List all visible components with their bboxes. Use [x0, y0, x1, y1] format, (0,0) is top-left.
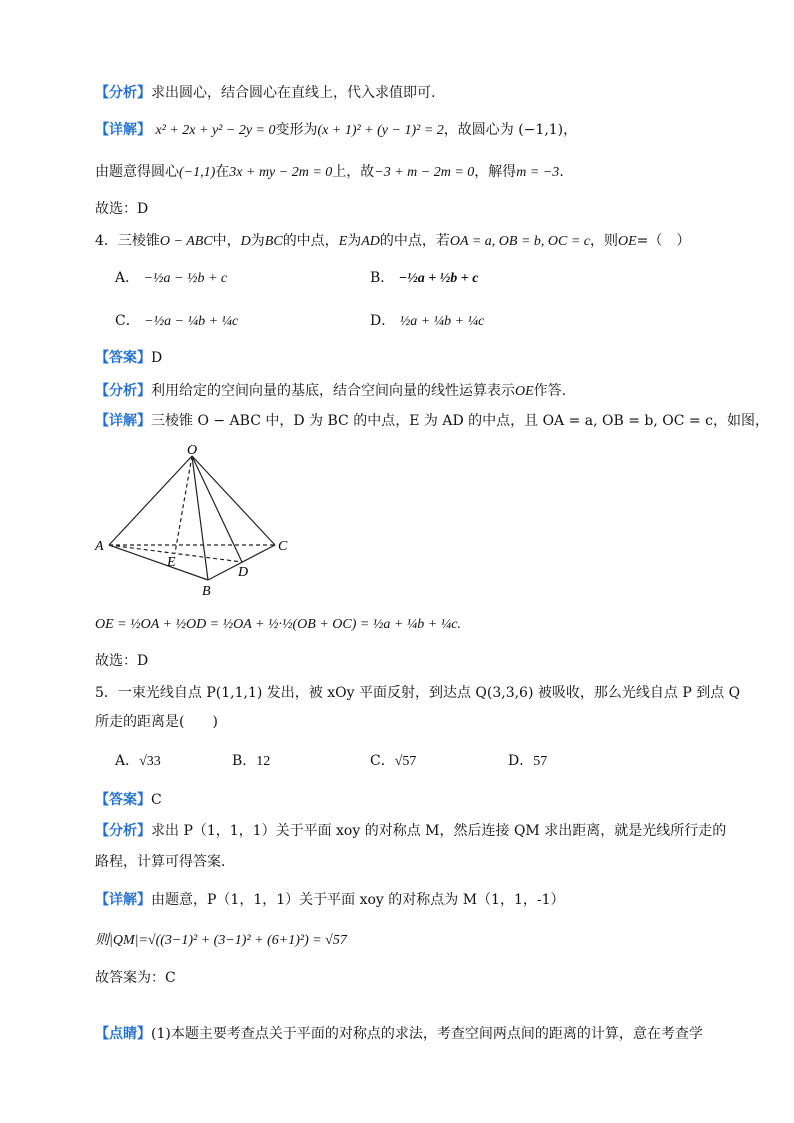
q4-option-c: [115, 311, 238, 332]
q4-option-d: [370, 311, 484, 332]
analysis-tag: 【分析】: [95, 85, 151, 101]
q5-detail-line: [95, 890, 565, 910]
q5-option-c-label: C．: [370, 753, 395, 769]
q5-analysis-line2: 路程，计算可得答案．: [95, 854, 235, 870]
prev-line2-a: 由题意得圆心: [95, 164, 179, 180]
q4-stem-OE: OE: [618, 234, 637, 249]
q5-option-b-label: B．: [232, 753, 257, 769]
edge-OC: [192, 456, 275, 545]
q4-analysis-text: 利用给定的空间向量的基底，结合空间向量的线性运算表示: [151, 383, 515, 399]
q4-option-c-expr: −½a − ¼b + ¼c: [144, 314, 239, 329]
q5-option-d-expr: 57: [533, 754, 548, 769]
q4-stem-a: 4．三棱锥: [95, 233, 160, 249]
q4-stem-BC: BC: [264, 234, 283, 249]
label-A: A: [95, 539, 104, 554]
q4-option-a: [115, 268, 227, 289]
q4-detail-text: 三棱锥 O − ABC 中，D 为 BC 的中点，E 为 AD 的中点，且 OA = a, OB = b, OC = c，如图，: [151, 413, 769, 429]
answer-tag: 【答案】: [95, 792, 151, 808]
label-B: B: [202, 584, 211, 599]
q5-option-a-expr: √33: [139, 754, 161, 769]
q5-option-d: [508, 751, 547, 772]
q5-answer-line: [95, 790, 162, 810]
q5-analysis-line1: [95, 821, 726, 841]
q4-stem-e: 为: [347, 233, 362, 249]
prev-detail-mid: 变形为: [275, 122, 318, 138]
q5-qm-line: [95, 930, 347, 951]
q4-stem-g: ，则: [590, 233, 618, 249]
q5-option-c: [370, 751, 416, 772]
q4-choice: 故选：D: [95, 653, 149, 669]
prev-analysis-line: [95, 83, 435, 103]
prev-choice: 故选：D: [95, 201, 149, 217]
q4-option-a-expr: −½a − ½b + c: [143, 271, 228, 286]
q5-analysis-text1: 求出 P（1，1，1）关于平面 xoy 的对称点 M，然后连接 QM 求出距离，就是光线所行走的: [151, 823, 727, 839]
q4-option-b: [370, 268, 478, 289]
prev-line2-eq: −3 + m − 2m = 0: [374, 165, 475, 180]
edge-OE: [175, 456, 192, 553]
q4-option-c-label: C．: [115, 313, 140, 329]
q4-stem-tetra: O − ABC: [159, 234, 213, 249]
q4-stem-d: 的中点，: [282, 233, 339, 249]
q4-stem-h: =（ ）: [636, 233, 691, 249]
q5-result: 故答案为：C: [95, 970, 176, 986]
q4-analysis-vec: OE: [515, 384, 534, 399]
prev-line2-d: ，解得: [474, 164, 517, 180]
prev-line2-line: 3x + my − 2m = 0: [229, 165, 333, 180]
q4-option-b-expr: −½a + ½b + c: [398, 271, 479, 286]
label-O: O: [187, 443, 198, 458]
q4-stem-vecs: OA = a, OB = b, OC = c: [449, 234, 590, 249]
label-D: D: [238, 565, 249, 580]
q5-option-d-label: D．: [508, 753, 534, 769]
prev-detail-tail: ，故圆心为 (−1,1)，: [443, 122, 578, 138]
edge-AB: [109, 545, 208, 580]
comment-tag: 【点睛】: [95, 1026, 151, 1042]
q5-comment-text: (1)本题主要考查点关于平面的对称点的求法，考查空间两点间的距离的计算，意在考查学: [151, 1026, 703, 1042]
q4-stem-E: E: [338, 234, 348, 249]
prev-analysis-text: 求出圆心，结合圆心在直线上，代入求值即可.: [151, 85, 436, 101]
edge-OD: [192, 456, 242, 562]
q4-analysis-line: [95, 381, 566, 402]
q5-comment-line: [95, 1024, 703, 1044]
answer-tag: 【答案】: [95, 350, 151, 366]
detail-tag: 【详解】: [95, 413, 151, 429]
prev-line2-b: 在: [215, 164, 230, 180]
q4-option-a-label: A．: [115, 270, 140, 286]
q4-stem-c: 为: [250, 233, 265, 249]
analysis-tag: 【分析】: [95, 383, 151, 399]
prev-line2: [95, 162, 564, 183]
circle-equation: x² + 2x + y² − 2y = 0: [155, 123, 276, 138]
q5-option-b-expr: 12: [256, 754, 271, 769]
q4-answer: D: [151, 350, 163, 366]
q5-answer: C: [151, 792, 162, 808]
label-E: E: [167, 555, 176, 570]
q5-option-a: [115, 751, 161, 772]
q4-option-d-expr: ½a + ¼b + ¼c: [399, 314, 485, 329]
label-C: C: [278, 539, 288, 554]
q5-option-a-label: A．: [115, 753, 140, 769]
q5-qm-expr: 则|QM|=√((3−1)² + (3−1)² + (6+1)²) = √57: [95, 933, 347, 948]
q4-stem-AD: AD: [361, 234, 380, 249]
edge-OB: [192, 456, 208, 580]
q4-stem-f: 的中点，若: [379, 233, 450, 249]
edge-OA: [109, 456, 192, 545]
analysis-tag: 【分析】: [95, 823, 151, 839]
prev-line2-center: (−1,1): [179, 165, 216, 180]
q4-stem-D: D: [240, 234, 251, 249]
q5-detail-text: 由题意，P（1，1，1）关于平面 xoy 的对称点为 M（1，1，-1）: [151, 892, 565, 908]
q4-analysis-tail: 作答.: [533, 383, 567, 399]
q4-stem: [95, 231, 690, 252]
q4-option-b-label: B．: [370, 270, 395, 286]
prev-line2-sol: m = −3: [516, 165, 560, 180]
q5-option-b: [232, 751, 270, 772]
q4-solution-line: [95, 614, 461, 635]
tetrahedron-figure: [92, 440, 312, 600]
detail-tag: 【详解】: [95, 122, 151, 138]
prev-detail-line: [95, 120, 577, 141]
q5-option-c-expr: √57: [394, 754, 417, 769]
q4-option-d-label: D．: [370, 313, 396, 329]
prev-line2-e: .: [559, 164, 564, 180]
q4-detail-line: [95, 411, 769, 431]
q5-stem-line1: 5．一束光线自点 P(1,1,1) 发出，被 xOy 平面反射，到达点 Q(3,3,6) 被吸收，那么光线自点 P 到点 Q: [95, 685, 741, 701]
q5-stem-line2: 所走的距离是( ): [95, 714, 218, 730]
q4-solution-expr: OE = ½OA + ½OD = ½OA + ½·½(OB + OC) = ½a + ¼b + ¼c.: [95, 617, 461, 632]
q4-stem-b: 中，: [212, 233, 241, 249]
q4-answer-line: [95, 348, 162, 368]
detail-tag: 【详解】: [95, 892, 151, 908]
circle-standard-form: (x + 1)² + (y − 1)² = 2: [317, 123, 444, 138]
prev-line2-c: 上，故: [332, 164, 375, 180]
